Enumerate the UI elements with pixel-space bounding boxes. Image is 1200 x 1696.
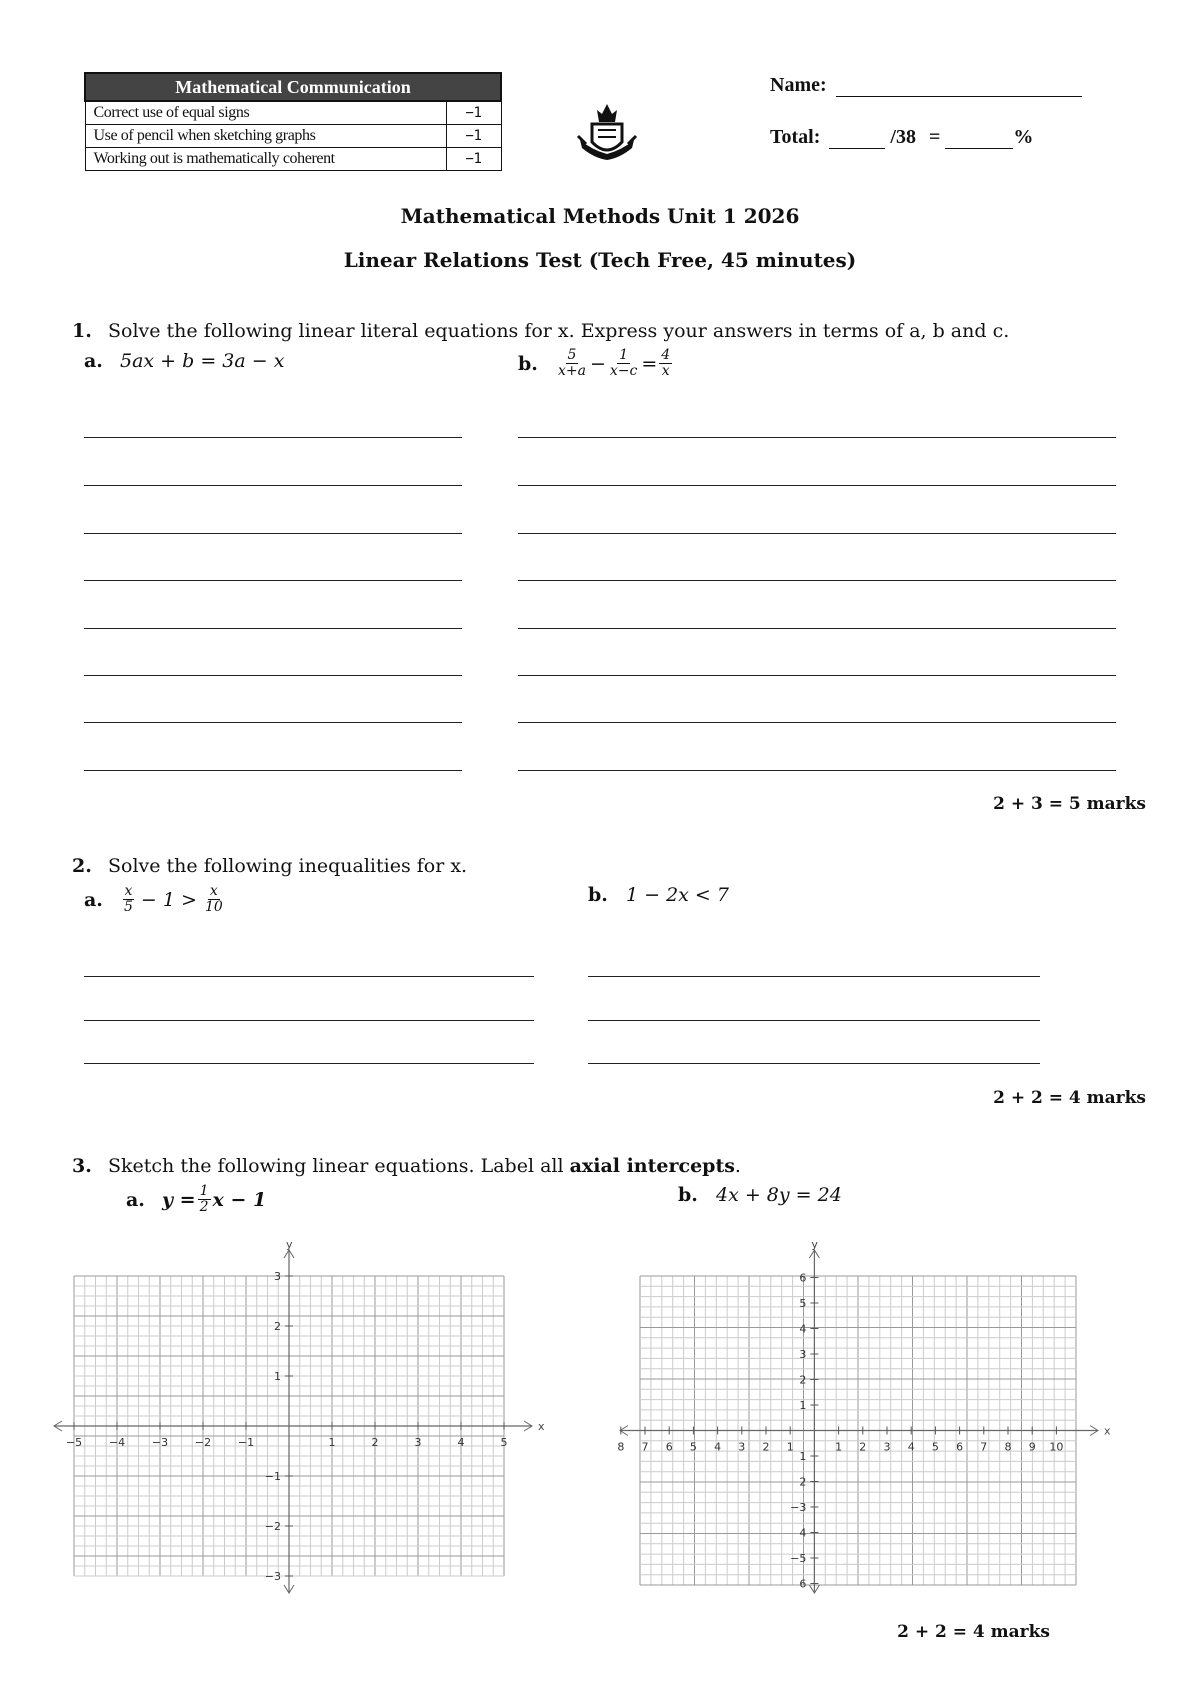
part-label: a. [84, 350, 103, 372]
answer-line[interactable] [84, 770, 462, 771]
y-tick-label: 1 [799, 1399, 807, 1412]
rubric-penalty: −1 [446, 101, 501, 125]
q1-marks: 2 + 3 = 5 marks [993, 794, 1146, 814]
x-tick-label: 8 [617, 1440, 625, 1454]
x-tick-label: −1 [237, 1436, 255, 1449]
y-tick-label: 3 [274, 1270, 281, 1283]
x-tick-label: 9 [1028, 1440, 1036, 1454]
answer-line[interactable] [84, 580, 462, 581]
x-axis-label: x [1104, 1424, 1111, 1438]
x-axis-label: x [538, 1420, 545, 1433]
question-text: Solve the following inequalities for x. [108, 855, 468, 877]
name-blank[interactable] [836, 78, 1082, 97]
answer-line[interactable] [84, 722, 462, 723]
q2-marks: 2 + 2 = 4 marks [993, 1088, 1146, 1108]
equation: 5ax + b = 3a − x [120, 350, 285, 372]
rubric-criterion: Correct use of equal signs [85, 101, 446, 125]
part-label: b. [518, 352, 538, 375]
graph-a-grid[interactable] [52, 1238, 545, 1598]
x-tick-label: 3 [738, 1440, 746, 1454]
x-tick-label: 7 [641, 1440, 649, 1454]
answer-line[interactable] [84, 1063, 534, 1064]
x-tick-label: 2 [371, 1436, 379, 1449]
answer-line[interactable] [588, 976, 1040, 977]
x-tick-label: 5 [689, 1440, 697, 1454]
question-number: 2. [72, 855, 92, 877]
y-tick-label: 4 [799, 1322, 807, 1336]
graph-b-grid[interactable] [617, 1238, 1111, 1598]
name-label: Name: [770, 74, 827, 96]
school-crest-icon [572, 100, 642, 166]
y-tick-label: −1 [264, 1470, 281, 1483]
question-2 [72, 855, 467, 877]
inequality: 1 − 2x < 7 [626, 884, 729, 906]
x-tick-label: 3 [414, 1436, 422, 1449]
y-tick-label: 6 [799, 1271, 807, 1285]
total-equals: = [928, 126, 941, 148]
y-axis-label: y [286, 1238, 293, 1251]
total-percent: % [1013, 126, 1034, 148]
x-tick-label: 4 [907, 1440, 915, 1454]
x-tick-label: 4 [714, 1440, 722, 1454]
answer-line[interactable] [518, 675, 1116, 676]
x-tick-label: −2 [194, 1436, 212, 1449]
x-tick-label: 1 [786, 1440, 794, 1454]
x-tick-label: 8 [1004, 1440, 1012, 1454]
operator: − 1 > [140, 888, 197, 911]
y-tick-label: 5 [799, 1297, 807, 1310]
equation-rhs: x − 1 [212, 1188, 267, 1211]
answer-line[interactable] [84, 533, 462, 534]
q1-part-a [84, 350, 284, 372]
rubric-row [85, 101, 501, 125]
x-tick-label: 3 [883, 1440, 891, 1454]
q3-part-b [678, 1184, 842, 1206]
part-label: b. [588, 884, 608, 906]
x-tick-label: 6 [956, 1440, 964, 1454]
communication-rubric-table [84, 72, 502, 171]
fraction: $\frac{x}{5}$ [124, 883, 133, 916]
question-3 [72, 1155, 741, 1177]
rubric-row [85, 148, 501, 171]
x-tick-label: 4 [457, 1436, 465, 1449]
part-label: a. [84, 888, 103, 911]
test-title: Mathematical Methods Unit 1 2026 [400, 204, 800, 228]
x-tick-label: −5 [65, 1436, 83, 1449]
y-tick-label: −5 [790, 1552, 807, 1565]
fraction: $\frac{4}{x}$ [661, 347, 671, 380]
x-tick-label: 7 [980, 1440, 988, 1454]
q1-part-b [518, 348, 674, 380]
y-tick-label: 1 [799, 1450, 807, 1463]
y-tick-label: 4 [799, 1526, 807, 1540]
answer-line[interactable] [518, 485, 1116, 486]
answer-line[interactable] [518, 770, 1116, 771]
y-tick-label: −3 [790, 1501, 807, 1514]
x-tick-label: 1 [328, 1436, 336, 1449]
name-field[interactable] [770, 74, 1082, 97]
x-tick-label: 10 [1049, 1440, 1064, 1454]
fraction: $\frac{1}{x-c}$ [609, 347, 638, 380]
total-out-of: /38 [890, 126, 916, 148]
x-tick-label: −4 [108, 1436, 126, 1449]
part-label: a. [126, 1188, 145, 1211]
q3-marks: 2 + 2 = 4 marks [897, 1622, 1050, 1642]
question-text: Solve the following linear literal equations for x. Express your answers in terms of a, b and c. [108, 320, 1010, 342]
rubric-criterion: Use of pencil when sketching graphs [85, 125, 446, 148]
y-tick-label: 2 [799, 1475, 807, 1489]
answer-line[interactable] [518, 580, 1116, 581]
test-subtitle: Linear Relations Test (Tech Free, 45 minutes) [343, 248, 857, 272]
q2-part-a [84, 884, 227, 916]
x-tick-label: 6 [665, 1440, 673, 1454]
total-label: Total: [770, 126, 821, 148]
answer-line[interactable] [84, 976, 534, 977]
y-tick-label: −2 [264, 1520, 281, 1533]
answer-line[interactable] [518, 722, 1116, 723]
total-field [770, 126, 1033, 149]
equation-lhs: y = [162, 1188, 196, 1211]
question-text-end: . [734, 1155, 741, 1177]
x-tick-label: −3 [151, 1436, 169, 1449]
answer-line[interactable] [588, 1020, 1040, 1021]
score-blank[interactable] [829, 130, 885, 149]
fraction: $\frac{x}{10}$ [204, 883, 223, 916]
rubric-row [85, 125, 501, 148]
y-tick-label: 1 [274, 1370, 281, 1383]
equation: 4x + 8y = 24 [716, 1184, 842, 1206]
x-tick-label: 5 [931, 1440, 939, 1454]
answer-line[interactable] [518, 437, 1116, 438]
y-tick-label: −3 [264, 1570, 281, 1583]
fraction: $\frac{1}{2}$ [199, 1183, 209, 1216]
question-1 [72, 320, 1009, 342]
operator: − [589, 352, 606, 375]
percent-blank[interactable] [945, 130, 1013, 149]
x-tick-label: 1 [835, 1440, 843, 1454]
answer-line[interactable] [84, 675, 462, 676]
y-tick-label: 3 [799, 1348, 807, 1361]
rubric-criterion: Working out is mathematically coherent [85, 148, 446, 171]
question-number: 3. [72, 1155, 92, 1177]
fraction: $\frac{5}{x+a}$ [558, 347, 586, 380]
answer-line[interactable] [588, 1063, 1040, 1064]
y-tick-label: 6 [799, 1577, 807, 1591]
answer-line[interactable] [84, 1020, 534, 1021]
q3-part-a [126, 1184, 266, 1216]
answer-line[interactable] [84, 628, 462, 629]
answer-line[interactable] [518, 628, 1116, 629]
part-label: b. [678, 1184, 698, 1206]
answer-line[interactable] [84, 485, 462, 486]
y-tick-label: 2 [799, 1373, 807, 1387]
q2-part-b [588, 884, 729, 906]
operator: = [641, 352, 658, 375]
answer-line[interactable] [518, 533, 1116, 534]
y-axis-label: y [811, 1238, 818, 1251]
x-tick-label: 2 [859, 1440, 867, 1454]
rubric-title: Mathematical Communication [85, 73, 501, 101]
question-number: 1. [72, 320, 92, 342]
y-tick-label: 2 [274, 1320, 281, 1333]
question-text: Sketch the following linear equations. Label all [108, 1155, 570, 1177]
rubric-penalty: −1 [446, 125, 501, 148]
x-tick-label: 2 [762, 1440, 770, 1454]
x-tick-label: 5 [500, 1436, 508, 1449]
answer-line[interactable] [84, 437, 462, 438]
question-emphasis: axial intercepts [569, 1155, 735, 1177]
rubric-penalty: −1 [446, 148, 501, 171]
